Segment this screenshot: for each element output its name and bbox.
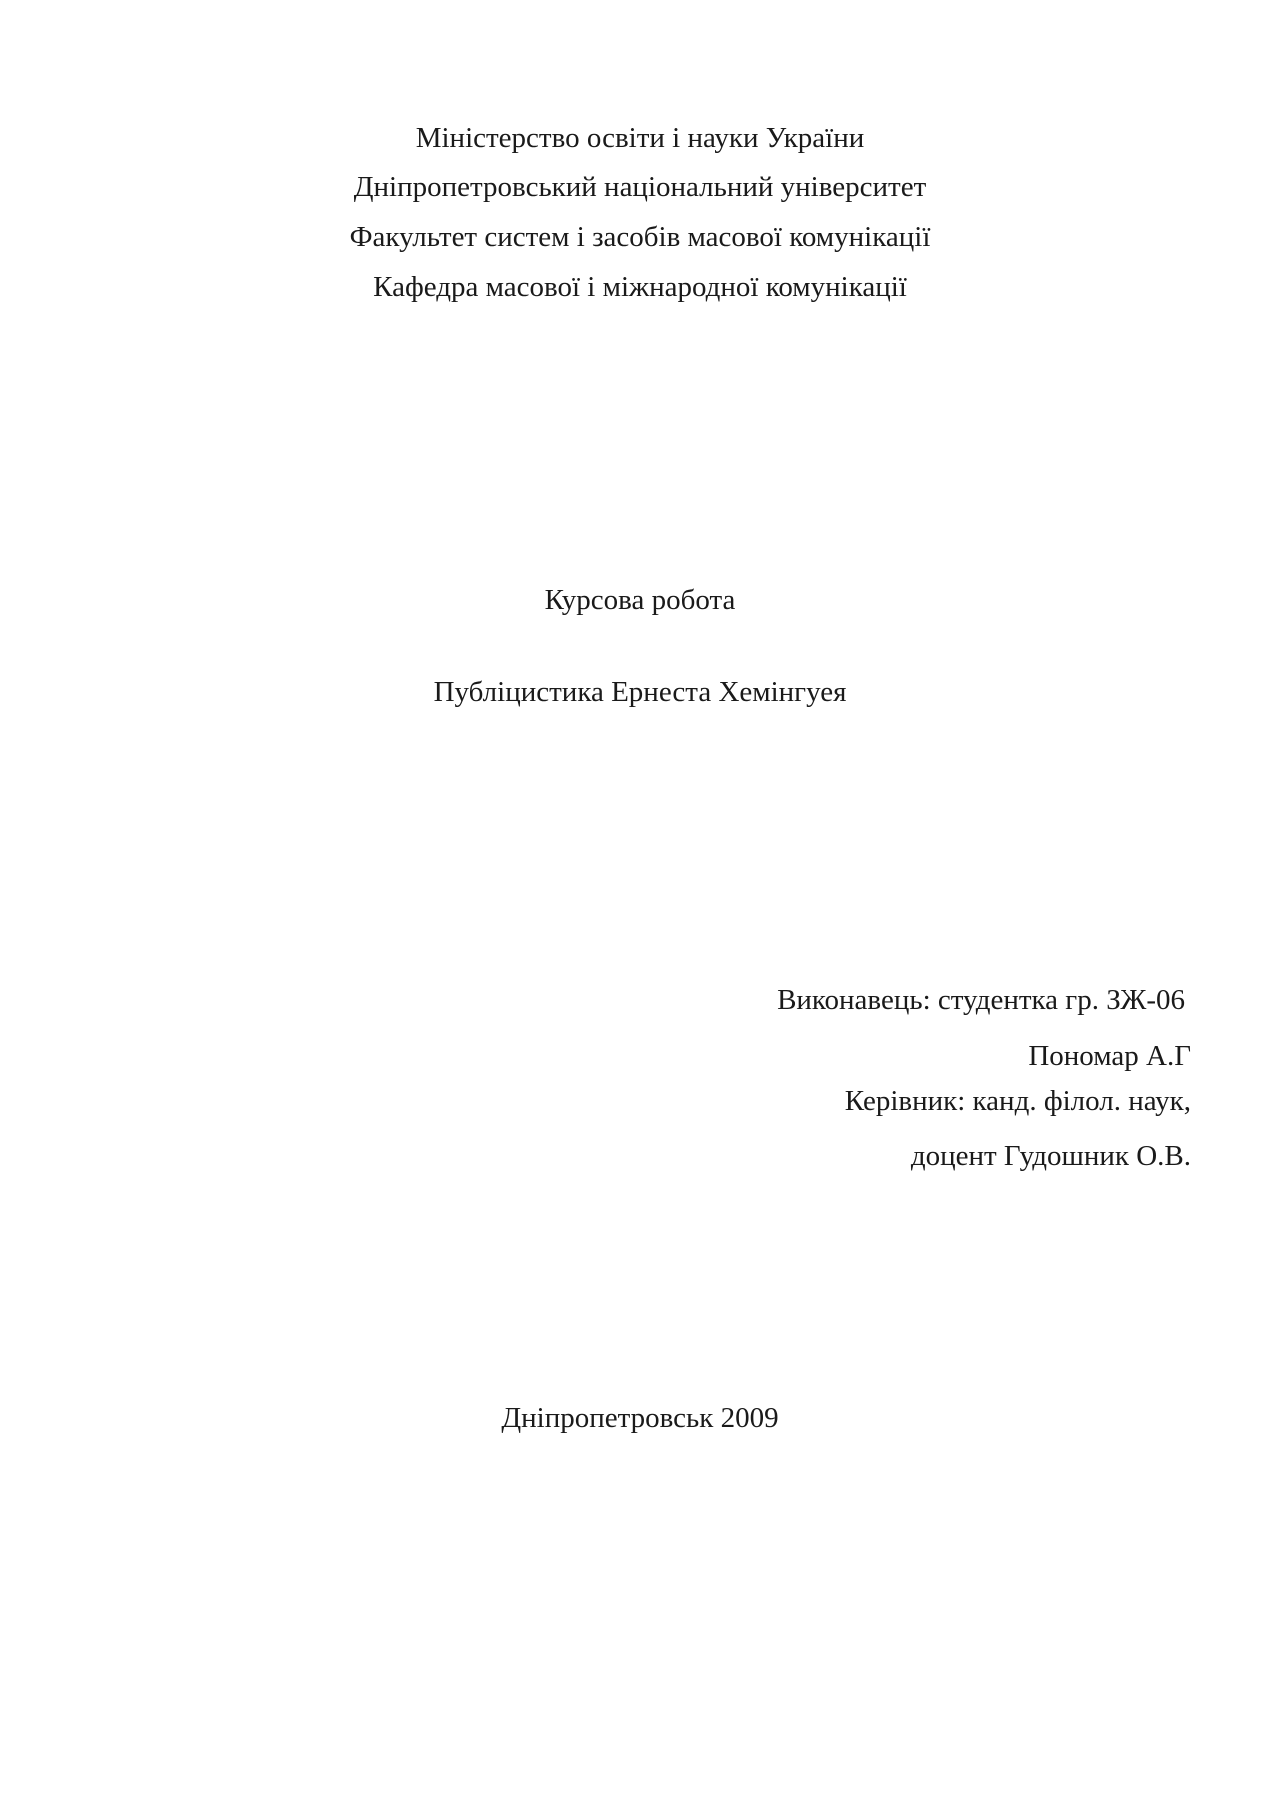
performer-line: Виконавець: студентка гр. ЗЖ-06 [777,984,1185,1016]
work-type: Курсова робота [544,584,736,616]
department-name: Кафедра масової і міжнародної комунікації [373,271,907,303]
performer-name: Пономар А.Г [1028,1040,1191,1072]
ministry-name: Міністерство освіти і науки України [415,122,865,154]
supervisor-name: доцент Гудошник О.В. [910,1140,1191,1172]
university-name: Дніпропетровський національний університет [353,171,927,203]
supervisor-line: Керівник: канд. філол. наук, [844,1085,1191,1117]
work-topic: Публіцистика Ернеста Хемінгуея [433,676,847,708]
city-year: Дніпропетровськ 2009 [501,1402,779,1434]
faculty-name: Факультет систем і засобів масової комунікації [349,221,931,253]
